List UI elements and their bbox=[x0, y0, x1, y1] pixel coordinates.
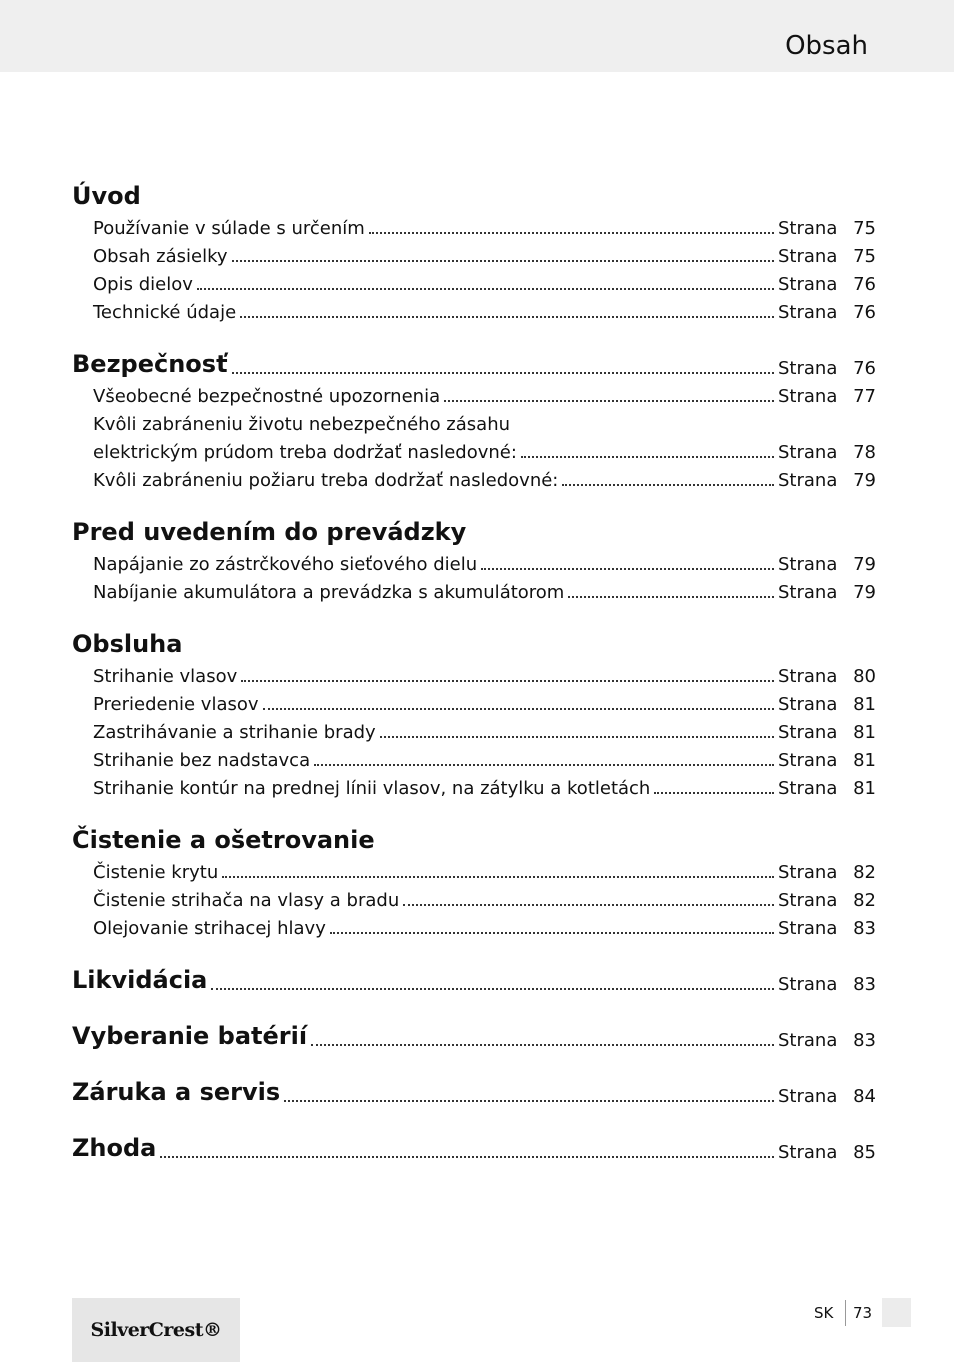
dot-leader bbox=[568, 595, 774, 598]
dot-leader bbox=[330, 931, 774, 934]
dot-leader bbox=[232, 371, 774, 374]
toc-entry[interactable] bbox=[93, 856, 876, 884]
page-ref: 75 bbox=[853, 218, 876, 239]
toc-entry-label: Strihanie bez nadstavca bbox=[93, 750, 311, 771]
toc-entry[interactable] bbox=[93, 548, 876, 576]
section-gap bbox=[72, 1052, 876, 1074]
page-title: Obsah bbox=[785, 31, 868, 61]
page-ref: 83 bbox=[853, 974, 876, 995]
strana-label: Strana bbox=[778, 1142, 838, 1163]
toc-entry-label: Kvôli zabráneniu požiaru treba dodržať nasledovné: bbox=[93, 470, 559, 491]
toc-entry-label: Zastrihávanie a strihanie brady bbox=[93, 722, 376, 743]
toc-entry-label: Strihanie kontúr na prednej línii vlasov, na zátylku a kotletách bbox=[93, 778, 651, 799]
toc-entry-label: Strihanie vlasov bbox=[93, 666, 238, 687]
page-ref: 82 bbox=[853, 890, 876, 911]
page-ref: 81 bbox=[853, 750, 876, 771]
strana-label: Strana bbox=[778, 974, 838, 995]
strana-label: Strana bbox=[778, 218, 838, 239]
page-ref: 79 bbox=[853, 470, 876, 491]
dot-leader bbox=[521, 455, 774, 458]
page-ref: 83 bbox=[853, 1030, 876, 1051]
toc-entry[interactable] bbox=[93, 744, 876, 772]
section-title-text: Čistenie a ošetrovanie bbox=[72, 826, 375, 854]
toc-entry-label-line: Kvôli zabráneniu životu nebezpečného zásahu bbox=[93, 414, 511, 435]
page-ref: 79 bbox=[853, 554, 876, 575]
dot-leader bbox=[284, 1099, 774, 1102]
toc-section bbox=[72, 626, 876, 800]
page-ref: 83 bbox=[853, 918, 876, 939]
strana-label: Strana bbox=[778, 666, 838, 687]
toc-section bbox=[72, 1130, 876, 1164]
dot-leader bbox=[562, 483, 774, 486]
footer-tab-marker bbox=[882, 1298, 911, 1327]
dot-leader bbox=[211, 987, 774, 990]
section-title-text: Zhoda bbox=[72, 1134, 157, 1162]
dot-leader bbox=[311, 1043, 774, 1046]
table-of-contents bbox=[72, 178, 876, 1164]
toc-entry[interactable] bbox=[93, 268, 876, 296]
strana-label: Strana bbox=[778, 694, 838, 715]
toc-entry[interactable] bbox=[93, 912, 876, 940]
toc-entry-label: Obsah zásielky bbox=[93, 246, 228, 267]
page-ref: 80 bbox=[853, 666, 876, 687]
section-gap bbox=[72, 324, 876, 346]
dot-leader bbox=[314, 763, 774, 766]
toc-section-title[interactable] bbox=[72, 1130, 876, 1164]
toc-entry[interactable] bbox=[93, 436, 876, 464]
toc-entry-label: Nabíjanie akumulátora a prevádzka s akumulátorom bbox=[93, 582, 565, 603]
page-ref: 84 bbox=[853, 1086, 876, 1107]
toc-section bbox=[72, 962, 876, 996]
page-ref: 81 bbox=[853, 694, 876, 715]
dot-leader bbox=[263, 707, 774, 710]
strana-label: Strana bbox=[778, 302, 838, 323]
page-ref: 79 bbox=[853, 582, 876, 603]
toc-entry[interactable] bbox=[93, 772, 876, 800]
dot-leader bbox=[160, 1155, 774, 1158]
section-gap bbox=[72, 940, 876, 962]
silvercrest-logo bbox=[72, 1298, 240, 1362]
strana-label: Strana bbox=[778, 582, 838, 603]
toc-entries bbox=[72, 856, 876, 940]
strana-label: Strana bbox=[778, 442, 838, 463]
strana-label: Strana bbox=[778, 386, 838, 407]
section-gap bbox=[72, 996, 876, 1018]
page-ref: 81 bbox=[853, 778, 876, 799]
toc-section-title[interactable] bbox=[72, 962, 876, 996]
toc-entry-label: Všeobecné bezpečnostné upozornenia bbox=[93, 386, 441, 407]
toc-entry[interactable] bbox=[93, 576, 876, 604]
dot-leader bbox=[241, 679, 774, 682]
dot-leader bbox=[222, 875, 774, 878]
dot-leader bbox=[240, 315, 774, 318]
strana-label: Strana bbox=[778, 722, 838, 743]
strana-label: Strana bbox=[778, 890, 838, 911]
toc-section-title[interactable] bbox=[72, 626, 876, 660]
section-title-text: Obsluha bbox=[72, 630, 183, 658]
toc-section-title[interactable] bbox=[72, 346, 876, 380]
dot-leader bbox=[197, 287, 774, 290]
page-ref: 76 bbox=[853, 302, 876, 323]
toc-entries bbox=[72, 548, 876, 604]
toc-entry-label: Čistenie strihača na vlasy a bradu bbox=[93, 890, 400, 911]
toc-entry[interactable] bbox=[93, 464, 876, 492]
toc-entry[interactable] bbox=[93, 688, 876, 716]
dot-leader bbox=[481, 567, 774, 570]
page-ref: 76 bbox=[853, 358, 876, 379]
page-ref: 77 bbox=[853, 386, 876, 407]
strana-label: Strana bbox=[778, 918, 838, 939]
strana-label: Strana bbox=[778, 750, 838, 771]
toc-entry-label: Opis dielov bbox=[93, 274, 193, 295]
strana-label: Strana bbox=[778, 1086, 838, 1107]
page-ref: 76 bbox=[853, 274, 876, 295]
language-code: SK bbox=[814, 1304, 834, 1322]
toc-entry[interactable] bbox=[93, 212, 876, 240]
strana-label: Strana bbox=[778, 778, 838, 799]
toc-entry-label: Používanie v súlade s určením bbox=[93, 218, 365, 239]
toc-section-title[interactable] bbox=[72, 1074, 876, 1108]
strana-label: Strana bbox=[778, 274, 838, 295]
strana-label: Strana bbox=[778, 1030, 838, 1051]
section-gap bbox=[72, 492, 876, 514]
toc-entries bbox=[72, 380, 876, 492]
toc-entry[interactable] bbox=[93, 660, 876, 688]
toc-entry-label: elektrickým prúdom treba dodržať nasledovné: bbox=[93, 442, 517, 463]
toc-section-title[interactable] bbox=[72, 1018, 876, 1052]
toc-section-title[interactable] bbox=[72, 822, 876, 856]
toc-entry-label: Preriedenie vlasov bbox=[93, 694, 259, 715]
section-title-text: Záruka a servis bbox=[72, 1078, 281, 1106]
toc-entry[interactable] bbox=[93, 380, 876, 408]
toc-entry-label: Technické údaje bbox=[93, 302, 237, 323]
section-gap bbox=[72, 800, 876, 822]
toc-section bbox=[72, 1074, 876, 1108]
toc-entry[interactable] bbox=[93, 296, 876, 324]
toc-entry[interactable] bbox=[93, 716, 876, 744]
strana-label: Strana bbox=[778, 358, 838, 379]
toc-section-title[interactable] bbox=[72, 178, 876, 212]
dot-leader bbox=[380, 735, 774, 738]
strana-label: Strana bbox=[778, 862, 838, 883]
section-title-text: Pred uvedením do prevádzky bbox=[72, 518, 467, 546]
page-ref: 81 bbox=[853, 722, 876, 743]
page-ref: 78 bbox=[853, 442, 876, 463]
section-gap bbox=[72, 1108, 876, 1130]
toc-entry-label: Olejovanie strihacej hlavy bbox=[93, 918, 326, 939]
page-number: 73 bbox=[853, 1304, 873, 1322]
toc-section bbox=[72, 822, 876, 940]
strana-label: Strana bbox=[778, 554, 838, 575]
toc-entry-label: Napájanie zo zástrčkového sieťového dielu bbox=[93, 554, 478, 575]
dot-leader bbox=[403, 903, 774, 906]
section-title-text: Likvidácia bbox=[72, 966, 208, 994]
logo-text: SilverCrest® bbox=[90, 1319, 222, 1341]
toc-section bbox=[72, 1018, 876, 1052]
footer-divider bbox=[845, 1300, 846, 1326]
toc-section-title[interactable] bbox=[72, 514, 876, 548]
page-ref: 82 bbox=[853, 862, 876, 883]
dot-leader bbox=[369, 231, 774, 234]
toc-entries bbox=[72, 660, 876, 800]
page-ref: 75 bbox=[853, 246, 876, 267]
strana-label: Strana bbox=[778, 246, 838, 267]
toc-entry[interactable] bbox=[93, 884, 876, 912]
toc-section bbox=[72, 346, 876, 492]
toc-section bbox=[72, 514, 876, 604]
toc-entry[interactable] bbox=[93, 240, 876, 268]
toc-entry-label: Čistenie krytu bbox=[93, 862, 219, 883]
toc-entries bbox=[72, 212, 876, 324]
section-title-text: Vyberanie batérií bbox=[72, 1022, 308, 1050]
page-ref: 85 bbox=[853, 1142, 876, 1163]
toc-section bbox=[72, 178, 876, 324]
section-gap bbox=[72, 604, 876, 626]
section-title-text: Bezpečnosť bbox=[72, 350, 228, 378]
strana-label: Strana bbox=[778, 470, 838, 491]
dot-leader bbox=[232, 259, 775, 262]
dot-leader bbox=[444, 399, 774, 402]
section-title-text: Úvod bbox=[72, 182, 141, 210]
dot-leader bbox=[654, 791, 774, 794]
